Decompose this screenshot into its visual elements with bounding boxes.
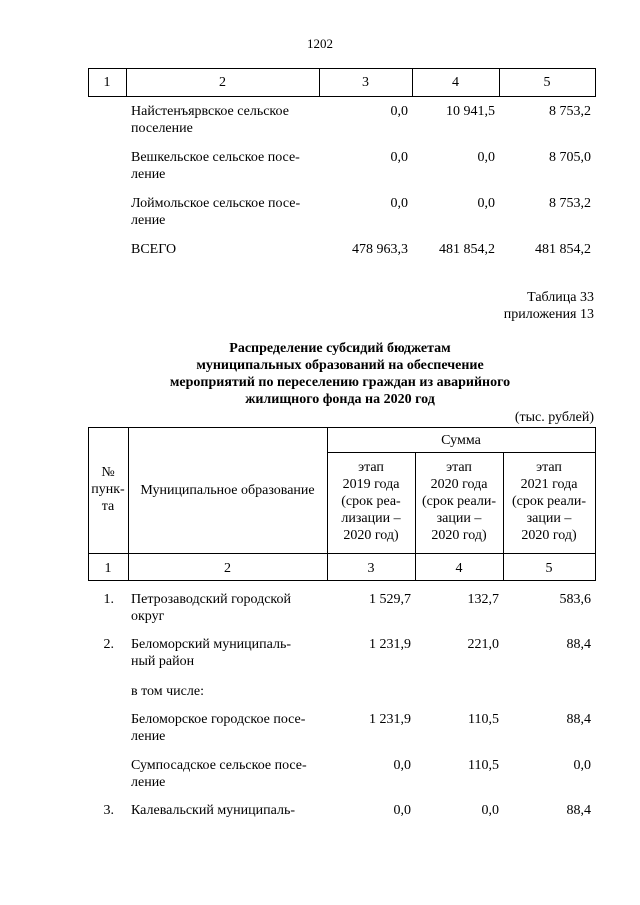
row-number: 1.: [103, 592, 114, 607]
row-value: 0,0: [390, 104, 408, 119]
row-value: 132,7: [467, 592, 499, 607]
row-value: 221,0: [467, 637, 499, 652]
column-number: 4: [455, 561, 463, 576]
column-number: 3: [367, 561, 375, 576]
page-number: 1202: [307, 36, 333, 51]
row-value: 583,6: [559, 592, 591, 607]
row-value: 110,5: [468, 758, 499, 773]
row-value: 1 529,7: [369, 592, 411, 607]
header-stage-2019: этап 2019 года (срок реа- лизации – 2020 год): [341, 460, 401, 543]
row-name: Петрозаводский городской округ: [131, 592, 292, 624]
unit-label: (тыс. рублей): [514, 410, 594, 425]
row-value: 10 941,5: [446, 104, 495, 119]
top-table-header-cell: 2: [219, 75, 226, 90]
row-value: 0,0: [573, 758, 591, 773]
row-value: 1 231,9: [369, 637, 411, 652]
row-value: 0,0: [477, 150, 495, 165]
row-value: 8 753,2: [549, 104, 591, 119]
row-number: 3.: [103, 803, 114, 818]
row-number: 2.: [103, 637, 114, 652]
row-value: 110,5: [468, 712, 499, 727]
row-value: 481 854,2: [439, 242, 495, 257]
header-municipality: Муниципальное образование: [140, 483, 315, 498]
row-name: Беломорский муниципаль- ный район: [131, 637, 292, 669]
row-value: 88,4: [566, 637, 591, 652]
row-value: 478 963,3: [352, 242, 408, 257]
row-value: 0,0: [477, 196, 495, 211]
header-stage-2020: этап 2020 года (срок реали- зации – 2020 год): [421, 460, 497, 543]
top-table-header-cell: 4: [452, 75, 459, 90]
row-value: 0,0: [481, 803, 499, 818]
row-name: Беломорское городское посе- ление: [131, 712, 306, 744]
top-table-header-cell: 3: [362, 75, 369, 90]
row-value: 0,0: [390, 196, 408, 211]
header-number: № пунк- та: [91, 465, 125, 514]
table-title: Распределение субсидий бюджетам муниципальных образований на обеспечение мероприятий по переселению граждан из аварийного жилищного фонда на 2020 год: [169, 341, 511, 407]
row-name: Найстенъярвское сельское поселение: [131, 104, 289, 136]
row-value: 88,4: [566, 803, 591, 818]
header-stage-2021: этап 2021 года (срок реали- зации – 2020 год): [511, 460, 587, 543]
row-value: 0,0: [393, 758, 411, 773]
row-name: Калевальский муниципаль-: [131, 803, 296, 818]
row-value: 481 854,2: [535, 242, 591, 257]
top-table-header-cell: 1: [103, 75, 111, 90]
header-sum: Сумма: [441, 433, 481, 448]
row-value: 8 705,0: [549, 150, 591, 165]
column-number: 1: [104, 561, 112, 576]
row-value: 1 231,9: [369, 712, 411, 727]
row-name: ВСЕГО: [131, 242, 177, 257]
row-name: Вешкельское сельское посе- ление: [131, 150, 300, 182]
row-name: Сумпосадское сельское посе- ление: [131, 758, 307, 790]
row-value: 0,0: [393, 803, 411, 818]
column-number: 5: [545, 561, 553, 576]
row-value: 8 753,2: [549, 196, 591, 211]
row-name: Лоймольское сельское посе- ление: [131, 196, 301, 228]
table-label: Таблица 33 приложения 13: [503, 290, 594, 322]
row-name: в том числе:: [131, 684, 204, 699]
column-number: 2: [224, 561, 231, 576]
row-value: 88,4: [566, 712, 591, 727]
row-value: 0,0: [390, 150, 408, 165]
top-table-header-cell: 5: [543, 75, 551, 90]
